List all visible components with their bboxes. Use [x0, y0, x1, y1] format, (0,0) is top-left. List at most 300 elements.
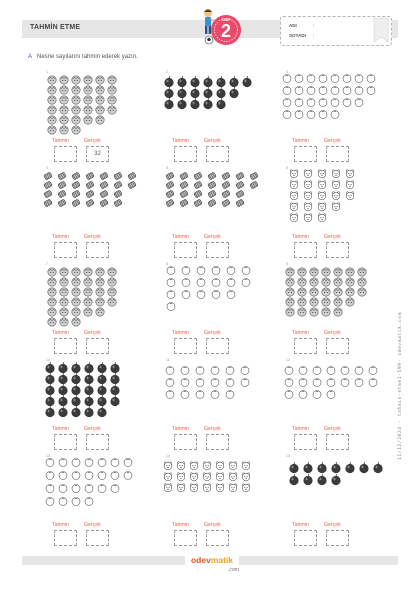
bear-face-icon — [242, 484, 250, 492]
estimate-label: Tahmin — [172, 138, 189, 144]
striped-shell-icon — [250, 172, 259, 180]
tomato-icon — [295, 111, 303, 119]
black-apple-icon — [110, 373, 119, 384]
black-apple-icon — [345, 462, 354, 473]
tomato-icon — [313, 379, 321, 387]
striped-shell-icon — [208, 190, 217, 198]
exercise-number: 5 — [166, 166, 168, 170]
striped-shell-icon — [128, 181, 137, 189]
object-group — [280, 454, 390, 526]
hedgehog-icon — [60, 308, 68, 316]
black-apple-icon — [58, 373, 67, 384]
estimate-answer-box[interactable] — [294, 530, 317, 546]
striped-shell-icon — [86, 172, 95, 180]
tomato-icon — [355, 367, 363, 375]
black-apple-icon — [71, 384, 80, 395]
striped-shell-icon — [194, 181, 203, 189]
object-group — [40, 454, 150, 526]
striped-shell-icon — [44, 181, 53, 189]
bear-face-icon — [332, 170, 340, 178]
actual-answer-box[interactable] — [326, 242, 349, 258]
striped-shell-icon — [180, 172, 189, 180]
tomato-icon — [283, 111, 291, 119]
actual-label: Gerçek — [204, 426, 221, 432]
black-apple-icon — [373, 462, 382, 473]
actual-label: Gerçek — [204, 330, 221, 336]
grade-mascot-icon — [196, 6, 246, 56]
black-apple-icon — [45, 384, 54, 395]
instruction-text: Nesne sayılarını tahmin ederek yazın. — [37, 54, 138, 60]
black-apple-icon — [97, 362, 106, 373]
tomato-icon — [327, 391, 335, 399]
hedgehog-icon — [346, 268, 354, 276]
instruction-letter: A — [28, 54, 33, 60]
actual-answer-box[interactable] — [86, 434, 109, 450]
actual-label: Gerçek — [84, 330, 101, 336]
tomato-icon — [111, 459, 119, 467]
exercise-number: 12 — [286, 358, 290, 362]
estimate-answer-box[interactable] — [294, 146, 317, 162]
hedgehog-icon — [60, 298, 68, 306]
bear-face-icon — [164, 473, 172, 481]
object-group — [160, 262, 270, 334]
estimate-answer-box[interactable] — [294, 434, 317, 450]
estimate-answer-box[interactable] — [54, 530, 77, 546]
black-apple-icon — [84, 395, 93, 406]
bookmark-ribbon-icon — [368, 16, 390, 44]
black-apple-icon — [110, 395, 119, 406]
tomato-icon — [227, 267, 235, 275]
bear-face-icon — [242, 473, 250, 481]
hedgehog-icon — [286, 298, 294, 306]
actual-answer-box[interactable] — [206, 242, 229, 258]
hedgehog-icon — [84, 308, 92, 316]
tomato-icon — [313, 367, 321, 375]
tomato-icon — [299, 391, 307, 399]
exercise-number: 13 — [46, 454, 50, 458]
tomato-icon — [98, 472, 106, 480]
striped-shell-icon — [100, 172, 109, 180]
hedgehog-icon — [322, 278, 330, 286]
hedgehog-icon — [108, 268, 116, 276]
name-label: ADI — [289, 23, 297, 28]
bear-face-icon — [304, 170, 312, 178]
hedgehog-icon — [84, 116, 92, 124]
exercise-number: 8 — [166, 262, 168, 266]
striped-shell-icon — [166, 172, 175, 180]
estimate-label: Tahmin — [172, 330, 189, 336]
black-apple-icon — [58, 362, 67, 373]
hedgehog-icon — [48, 96, 56, 104]
bear-face-icon — [203, 484, 211, 492]
hedgehog-icon — [310, 288, 318, 296]
tomato-icon — [111, 472, 119, 480]
exercise-number: 15 — [286, 454, 290, 458]
black-apple-icon — [71, 362, 80, 373]
striped-shell-icon — [72, 199, 81, 207]
black-apple-icon — [177, 76, 186, 87]
striped-shell-icon — [236, 199, 245, 207]
hedgehog-icon — [48, 126, 56, 134]
striped-shell-icon — [180, 199, 189, 207]
estimate-answer-box[interactable] — [294, 338, 317, 354]
hedgehog-icon — [96, 86, 104, 94]
actual-answer-box[interactable] — [86, 242, 109, 258]
actual-answer-box[interactable] — [326, 530, 349, 546]
actual-label: Gerçek — [324, 234, 341, 240]
bear-face-icon — [346, 170, 354, 178]
estimate-label: Tahmin — [172, 426, 189, 432]
estimate-answer-box[interactable] — [54, 242, 77, 258]
black-apple-icon — [177, 87, 186, 98]
tomato-icon — [197, 279, 205, 287]
striped-shell-icon — [236, 172, 245, 180]
surname-label: SOYADI — [289, 33, 306, 38]
hedgehog-icon — [346, 288, 354, 296]
bear-face-icon — [290, 192, 298, 200]
object-group — [160, 454, 270, 526]
bear-face-icon — [304, 181, 312, 189]
bear-face-icon — [177, 462, 185, 470]
hedgehog-icon — [60, 86, 68, 94]
estimate-label: Tahmin — [52, 138, 69, 144]
striped-shell-icon — [86, 199, 95, 207]
actual-label: Gerçek — [324, 426, 341, 432]
black-apple-icon — [203, 76, 212, 87]
hedgehog-icon — [358, 288, 366, 296]
hedgehog-icon — [310, 298, 318, 306]
hedgehog-icon — [96, 76, 104, 84]
tomato-icon — [98, 485, 106, 493]
hedgehog-icon — [96, 106, 104, 114]
hedgehog-icon — [310, 268, 318, 276]
hedgehog-icon — [72, 288, 80, 296]
actual-label: Gerçek — [204, 522, 221, 528]
tomato-icon — [285, 391, 293, 399]
object-group — [280, 166, 390, 238]
tomato-icon — [46, 459, 54, 467]
hedgehog-icon — [48, 298, 56, 306]
hedgehog-icon — [108, 298, 116, 306]
hedgehog-icon — [72, 96, 80, 104]
tomato-icon — [111, 485, 119, 493]
tomato-icon — [331, 75, 339, 83]
exercise-number: 1 — [46, 70, 48, 74]
hedgehog-icon — [298, 288, 306, 296]
actual-label: Gerçek — [204, 234, 221, 240]
exercise-item — [160, 358, 270, 462]
bear-face-icon — [290, 170, 298, 178]
black-apple-icon — [97, 373, 106, 384]
tomato-icon — [167, 267, 175, 275]
hedgehog-icon — [334, 298, 342, 306]
bear-face-icon — [332, 181, 340, 189]
tomato-icon — [85, 459, 93, 467]
black-apple-icon — [203, 98, 212, 109]
tomato-icon — [46, 472, 54, 480]
striped-shell-icon — [72, 190, 81, 198]
tomato-icon — [355, 379, 363, 387]
bear-face-icon — [190, 473, 198, 481]
tomato-icon — [369, 379, 377, 387]
worksheet-title: TAHMİN ETME — [30, 24, 81, 31]
tomato-icon — [307, 111, 315, 119]
hedgehog-icon — [298, 308, 306, 316]
tomato-icon — [241, 379, 249, 387]
actual-answer-box[interactable]: 32 — [86, 146, 109, 162]
object-group — [40, 358, 150, 430]
striped-shell-icon — [208, 199, 217, 207]
estimate-answer-box[interactable] — [294, 242, 317, 258]
bear-face-icon — [318, 192, 326, 200]
hedgehog-icon — [310, 308, 318, 316]
exercise-number: 7 — [46, 262, 48, 266]
exercise-item — [40, 166, 150, 270]
estimate-label: Tahmin — [292, 522, 309, 528]
hedgehog-icon — [48, 86, 56, 94]
hedgehog-icon — [286, 288, 294, 296]
tomato-icon — [283, 99, 291, 107]
tomato-icon — [197, 291, 205, 299]
tomato-icon — [98, 459, 106, 467]
tomato-icon — [341, 367, 349, 375]
black-apple-icon — [190, 87, 199, 98]
bear-face-icon — [290, 181, 298, 189]
tomato-icon — [242, 267, 250, 275]
tomato-icon — [181, 367, 189, 375]
hedgehog-icon — [286, 308, 294, 316]
hedgehog-icon — [60, 268, 68, 276]
actual-answer-box[interactable] — [326, 146, 349, 162]
striped-shell-icon — [180, 190, 189, 198]
estimate-label: Tahmin — [292, 330, 309, 336]
actual-answer-box[interactable] — [206, 146, 229, 162]
exercise-item — [280, 262, 390, 366]
black-apple-icon — [45, 395, 54, 406]
actual-label: Gerçek — [204, 138, 221, 144]
black-apple-icon — [190, 76, 199, 87]
hedgehog-icon — [96, 116, 104, 124]
tomato-icon — [211, 367, 219, 375]
striped-shell-icon — [72, 181, 81, 189]
estimate-answer-box[interactable] — [174, 338, 197, 354]
hedgehog-icon — [334, 288, 342, 296]
striped-shell-icon — [44, 199, 53, 207]
striped-shell-icon — [208, 181, 217, 189]
logo-part-odev: odev — [190, 555, 211, 565]
hedgehog-icon — [72, 298, 80, 306]
estimate-answer-box[interactable] — [54, 434, 77, 450]
bear-face-icon — [346, 192, 354, 200]
actual-answer-box[interactable] — [206, 434, 229, 450]
estimate-answer-box[interactable] — [174, 242, 197, 258]
actual-answer-box[interactable] — [206, 530, 229, 546]
actual-label: Gerçek — [324, 522, 341, 528]
tomato-icon — [182, 267, 190, 275]
tomato-icon — [307, 75, 315, 83]
tomato-icon — [166, 391, 174, 399]
bear-face-icon — [304, 203, 312, 211]
actual-answer-box[interactable] — [326, 434, 349, 450]
striped-shell-icon — [166, 190, 175, 198]
tomato-icon — [212, 279, 220, 287]
striped-shell-icon — [58, 199, 67, 207]
tomato-icon — [331, 111, 339, 119]
tomato-icon — [295, 75, 303, 83]
exercise-number: 10 — [46, 358, 50, 362]
actual-answer-box[interactable] — [326, 338, 349, 354]
tomato-icon — [85, 485, 93, 493]
estimate-answer-box[interactable] — [174, 146, 197, 162]
bear-face-icon — [290, 214, 298, 222]
black-apple-icon — [203, 87, 212, 98]
hedgehog-icon — [84, 268, 92, 276]
tomato-icon — [327, 367, 335, 375]
actual-label: Gerçek — [84, 138, 101, 144]
hedgehog-icon — [346, 298, 354, 306]
hedgehog-icon — [60, 288, 68, 296]
striped-shell-icon — [194, 190, 203, 198]
black-apple-icon — [317, 474, 326, 485]
object-group — [280, 70, 390, 142]
striped-shell-icon — [100, 199, 109, 207]
tomato-icon — [369, 367, 377, 375]
tomato-icon — [72, 485, 80, 493]
hedgehog-icon — [298, 268, 306, 276]
tomato-icon — [46, 498, 54, 506]
object-group — [160, 358, 270, 430]
tomato-icon — [211, 379, 219, 387]
striped-shell-icon — [44, 190, 53, 198]
black-apple-icon — [242, 76, 251, 87]
exercise-number: 9 — [286, 262, 288, 266]
hedgehog-icon — [48, 278, 56, 286]
tomato-icon — [242, 279, 250, 287]
black-apple-icon — [97, 384, 106, 395]
black-apple-icon — [84, 384, 93, 395]
tomato-icon — [295, 87, 303, 95]
object-group — [160, 166, 270, 238]
tomato-icon — [226, 379, 234, 387]
bear-face-icon — [177, 473, 185, 481]
actual-label: Gerçek — [324, 330, 341, 336]
tomato-icon — [212, 267, 220, 275]
hedgehog-icon — [84, 86, 92, 94]
actual-answer-box[interactable] — [86, 338, 109, 354]
estimate-answer-box[interactable] — [54, 146, 77, 162]
black-apple-icon — [164, 76, 173, 87]
exercise-item — [280, 358, 390, 462]
tomato-icon — [166, 367, 174, 375]
hedgehog-icon — [48, 268, 56, 276]
exercise-number: 3 — [286, 70, 288, 74]
black-apple-icon — [190, 98, 199, 109]
striped-shell-icon — [58, 190, 67, 198]
hedgehog-icon — [60, 106, 68, 114]
tomato-icon — [72, 498, 80, 506]
black-apple-icon — [110, 384, 119, 395]
striped-shell-icon — [58, 172, 67, 180]
hedgehog-icon — [72, 86, 80, 94]
black-apple-icon — [177, 98, 186, 109]
tomato-icon — [212, 291, 220, 299]
bear-face-icon — [318, 203, 326, 211]
striped-shell-icon — [166, 181, 175, 189]
striped-shell-icon — [250, 181, 259, 189]
hedgehog-icon — [72, 278, 80, 286]
hedgehog-icon — [96, 96, 104, 104]
tomato-icon — [285, 379, 293, 387]
hedgehog-icon — [48, 288, 56, 296]
exercise-item — [40, 358, 150, 462]
hedgehog-icon — [72, 76, 80, 84]
tomato-icon — [355, 99, 363, 107]
tomato-icon — [307, 87, 315, 95]
hedgehog-icon — [72, 106, 80, 114]
object-group — [280, 358, 390, 430]
hedgehog-icon — [96, 298, 104, 306]
black-apple-icon — [84, 362, 93, 373]
actual-answer-box[interactable] — [206, 338, 229, 354]
tomato-icon — [319, 75, 327, 83]
side-watermark-text: 11/12/2024 - tahmin-etme1-599- odevmatik.com — [398, 311, 403, 460]
estimate-label: Tahmin — [172, 522, 189, 528]
tomato-icon — [343, 87, 351, 95]
hedgehog-icon — [84, 278, 92, 286]
actual-answer-box[interactable] — [86, 530, 109, 546]
hedgehog-icon — [310, 278, 318, 286]
tomato-icon — [319, 87, 327, 95]
hedgehog-icon — [334, 278, 342, 286]
tomato-icon — [331, 87, 339, 95]
bear-face-icon — [229, 462, 237, 470]
tomato-icon — [367, 75, 375, 83]
black-apple-icon — [110, 362, 119, 373]
hedgehog-icon — [84, 288, 92, 296]
black-apple-icon — [303, 474, 312, 485]
estimate-answer-box[interactable] — [174, 434, 197, 450]
tomato-icon — [327, 379, 335, 387]
tomato-icon — [59, 472, 67, 480]
hedgehog-icon — [60, 318, 68, 326]
striped-shell-icon — [114, 199, 123, 207]
bear-face-icon — [203, 462, 211, 470]
bear-face-icon — [229, 473, 237, 481]
black-apple-icon — [216, 98, 225, 109]
bear-face-icon — [304, 214, 312, 222]
name-colon: : — [313, 23, 315, 29]
grade-number: 2 — [220, 21, 232, 41]
black-apple-icon — [45, 373, 54, 384]
estimate-answer-box[interactable] — [174, 530, 197, 546]
tomato-icon — [167, 303, 175, 311]
object-group — [160, 70, 270, 142]
object-group — [280, 262, 390, 334]
tomato-icon — [167, 279, 175, 287]
striped-shell-icon — [222, 181, 231, 189]
striped-shell-icon — [86, 181, 95, 189]
striped-shell-icon — [58, 181, 67, 189]
exercise-item — [280, 454, 390, 558]
exercise-number: 11 — [166, 358, 170, 362]
bear-face-icon — [164, 462, 172, 470]
hedgehog-icon — [96, 308, 104, 316]
black-apple-icon — [289, 474, 298, 485]
striped-shell-icon — [128, 172, 137, 180]
black-apple-icon — [164, 98, 173, 109]
actual-label: Gerçek — [84, 522, 101, 528]
estimate-answer-box[interactable] — [54, 338, 77, 354]
